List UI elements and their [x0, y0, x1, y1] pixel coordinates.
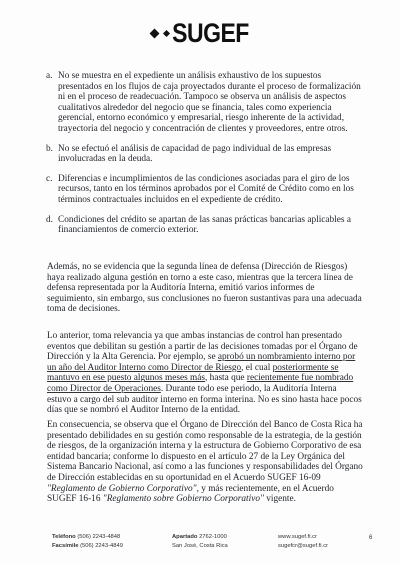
apartado-value: 2762-1000	[199, 534, 227, 540]
phone-label: Teléfono	[52, 534, 76, 540]
list-marker: a.	[46, 71, 53, 81]
list-item	[46, 214, 362, 236]
list-marker: d.	[46, 214, 53, 225]
list-marker: b.	[46, 143, 53, 154]
paragraph-segment: , el cual	[241, 362, 273, 373]
paragraph-second-line-defense: Además, no se evidencia que la segunda línea de defensa (Dirección de Riesgos) haya realizado alguna gestión en torno a este caso, mientras que la tercera línea de defensa representada por la Auditoría Interna, emitió varios informes de seguimiento, sin embargo, sus conclusiones no fueron sustantivas para una adecuada toma de decisiones.	[47, 262, 362, 315]
paragraph-segment: vigente.	[263, 494, 296, 505]
italic-reference: "Reglamento sobre Gobierno Corporativo"	[102, 494, 264, 505]
paragraph-segment: Lo anterior, toma relevancia ya que ambas instancias de control han presentado eventos que debilitan su gestión a partir de las decisiones tomadas por el Órgano de Dirección y la Alta Gerencia. Por ejemplo, se	[47, 331, 358, 363]
findings-list	[46, 71, 362, 245]
paragraph-governance	[47, 420, 363, 505]
fax-value: (506) 2243-4849	[80, 543, 123, 549]
logo-text: SUGEF	[172, 17, 249, 48]
list-item	[46, 71, 362, 135]
page-footer	[0, 533, 400, 563]
list-item	[46, 143, 362, 165]
list-marker: c.	[46, 173, 53, 184]
list-item-text: No se efectuó el análisis de capacidad de pago individual de las empresas involucradas en la deuda.	[58, 143, 332, 165]
footer-phones	[52, 533, 123, 551]
paragraph-control-instances	[47, 331, 363, 416]
list-item-text: No se muestra en el expediente un análisis exhaustivo de los supuestos presentados en los flujos de caja proyectados durante el proceso de formalización ni en el proceso de readecuación. Tampoco se observa un análisis de aspectos cualitativos alrededor del negocio que se financia, tales como experiencia gerencial, entorno económico y empresarial, riesgo inherente de la actividad, trayectoria del negocio y concentración de clientes y proveedores, entre otros.	[58, 71, 361, 134]
footer-contact	[278, 533, 328, 551]
paragraph-segment: En consecuencia, se observa que el Órgano de Dirección del Banco de Costa Rica ha presentado debilidades en su gestión como responsable de la estrategia, de la gestión de riesgos, de la organización interna y la estructura de Gobierno Corporativo de esa entidad bancaria; conforme lo dispuesto en el artículo 27 de la Ley Orgánica del Sistema Bancario Nacional, así como a las funciones y responsabilidades del Órgano de Dirección establecidas en su oportunidad en el Acuerdo SUGEF 16-09	[47, 420, 363, 483]
website-link[interactable]: www.sugef.fi.cr	[278, 534, 317, 540]
phone-value: (506) 2243-4848	[77, 534, 121, 540]
list-item-text: Condiciones del crédito se apartan de las sanas prácticas bancarias aplicables a financiamientos de comercio exterior.	[58, 214, 351, 236]
footer-address	[172, 533, 228, 551]
list-item	[46, 173, 362, 206]
city: San José, Costa Rica	[172, 543, 228, 549]
diamond-icon	[150, 29, 160, 39]
paragraph-segment: . Durante todo ese periodo, la Auditoría Interna estuvo a cargo del sub auditor interno en forma interina. No es sino hasta hace pocos días que se nombró el Auditor Interno de la entidad.	[47, 383, 362, 416]
small-diamond-icon	[163, 30, 170, 37]
italic-reference: "Reglamento de Gobierno Corporativo"	[47, 483, 197, 494]
paragraph-segment: , y más recientemente, en el Acuerdo SUGEF 16-16	[47, 483, 334, 505]
page-number: 6	[369, 535, 373, 541]
underlined-segment: aprobó un nombramiento interno por un año del Auditor Interno como Director de Riesgo	[47, 352, 356, 373]
email-link[interactable]: sugefcr@sugef.fi.cr	[278, 543, 329, 549]
underlined-segment: posteriormente se mantuvo en ese puesto algunos meses más	[47, 362, 339, 384]
apartado-label: Apartado	[172, 534, 198, 540]
list-item-text: Diferencias e incumplimientos de las condiciones asociadas para el giro de los recursos, tanto en los términos aprobados por el Comité de Crédito como en los términos contractuales incluidos en el expediente de crédito.	[58, 173, 354, 205]
paragraph-segment: , hasta que	[205, 373, 247, 384]
sugef-logo	[0, 17, 400, 48]
fax-label: Facsímile	[52, 543, 79, 549]
underlined-segment: recientemente fue nombrado como Director de Operaciones	[47, 373, 354, 394]
